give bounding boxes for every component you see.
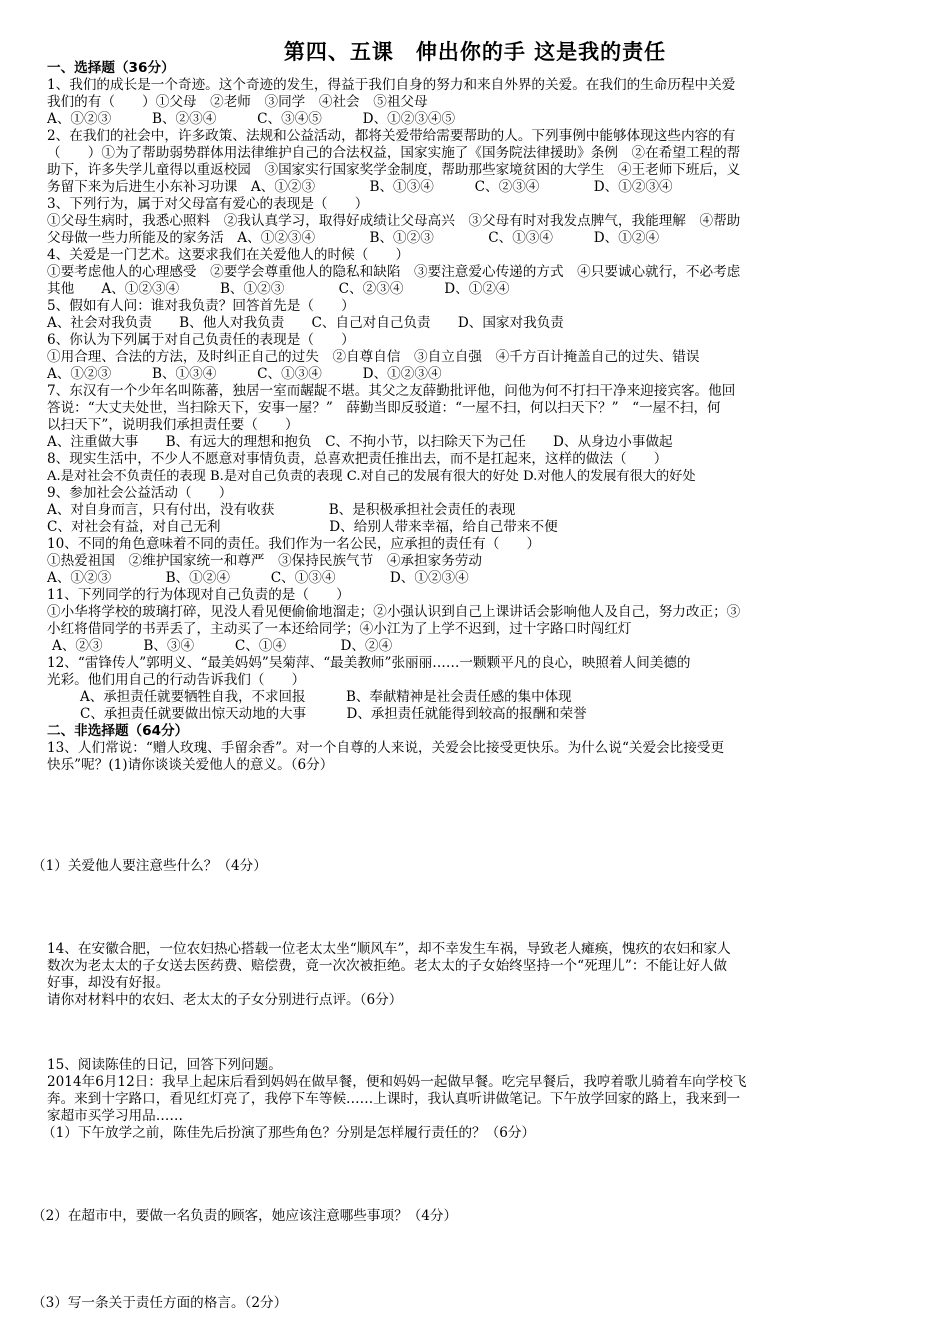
q13-subquestion: （1）关爱他人要注意些什么？（4分） (32, 858, 267, 874)
q11-line-2: ①小华将学校的玻璃打碎，见没人看见便偷偷地溜走；②小强认识到自己上课讲话会影响他人及自己，努力改正；③ (47, 604, 741, 620)
q15-diary-line-2: 奔。来到十字路口，看见红灯亮了，我停下车等候……上课时，我认真听讲做笔记。下午放学回家的路上，我来到一 (47, 1091, 741, 1107)
q4-line-1: 4、关爱是一门艺术。这要求我们在关爱他人的时候（ ） (47, 247, 410, 263)
q8-options: A.是对社会不负责任的表现 B.是对自己负责的表现 C.对自己的发展有很大的好处 D.对他人的发展有很大的好处 (47, 469, 696, 484)
q13-line-2: 快乐”呢？(1)请你谈谈关爱他人的意义。（6分） (47, 757, 334, 773)
q15-diary-line-1: 2014年6月12日：我早上起床后看到妈妈在做早餐，便和妈妈一起做早餐。吃完早餐后，我哼着歌儿骑着车向学校飞 (47, 1074, 747, 1090)
q12-line-2: 光彩。他们用自己的行动告诉我们（ ） (47, 672, 306, 688)
q9-line-1: 9、参加社会公益活动（ ） (47, 485, 233, 501)
q14-line-4: 请你对材料中的农妇、老太太的子女分别进行点评。（6分） (47, 992, 403, 1008)
q2-line-1: 2、在我们的社会中，许多政策、法规和公益活动，都将关爱带给需要帮助的人。下列事例中能够体现这些内容的有 (47, 128, 736, 144)
q7-line-3: 以扫天下”，说明我们承担责任要（ ） (47, 417, 299, 433)
q2-line-4: 务留下来为后进生小东补习功课 A、①②③ B、①③④ C、②③④ D、①②③④ (47, 179, 673, 195)
q14-line-1: 14、在安徽合肥，一位农妇热心搭载一位老太太坐“顺风车”，却不幸发生车祸，导致老人瘫痪，愧疚的农妇和家人 (47, 941, 731, 957)
q7-line-1: 7、东汉有一个少年名叫陈蕃，独居一室而龌龊不堪。其父之友薛勤批评他，问他为何不打扫干净来迎接宾客。他回 (47, 383, 736, 399)
q3-line-3: 父母做一些力所能及的家务活 A、①②③④ B、①②③ C、①③④ D、①②④ (47, 230, 660, 246)
q6-line-1: 6、你认为下列属于对自己负责任的表现是（ ） (47, 332, 355, 348)
section-heading-nonchoice: 二、非选择题（64分） (47, 723, 189, 739)
q9-options-cd: C、对社会有益，对自己无利 D、给别人带来幸福，给自己带来不便 (47, 519, 558, 535)
q4-line-3: 其他 A、①②③④ B、①②③ C、②③④ D、①②④ (47, 281, 510, 297)
q15-diary-line-3: 家超市买学习用品…… (47, 1108, 183, 1124)
q12-options-cd: C、承担责任就要做出惊天动地的大事 D、承担责任就能得到较高的报酬和荣誉 (80, 706, 587, 722)
page-title: 第四、五课 伸出你的手 这是我的责任 (283, 40, 667, 64)
q15-line-1: 15、阅读陈佳的日记，回答下列问题。 (47, 1057, 282, 1073)
q14-line-3: 好事，却没有好报。 (47, 975, 170, 991)
q1-line-2: 我们的有（ ）①父母 ②老师 ③同学 ④社会 ⑤祖父母 (47, 94, 428, 110)
q4-line-2: ①要考虑他人的心理感受 ②要学会尊重他人的隐私和缺陷 ③要注意爱心传递的方式 ④只要诚心就行，不必考虑 (47, 264, 741, 280)
q15-subquestion-2: （2）在超市中，要做一名负责的顾客，她应该注意哪些事项？（4分） (32, 1208, 458, 1224)
q10-line-1: 10、不同的角色意味着不同的责任。我们作为一名公民，应承担的责任有（ ） (47, 536, 541, 552)
section-heading-choice: 一、选择题（36分） (47, 60, 175, 76)
q5-line-1: 5、假如有人问：谁对我负责？回答首先是（ ） (47, 298, 355, 314)
q14-line-2: 数次为老太太的子女送去医药费、赔偿费，竟一次次被拒绝。老太太的子女始终坚持一个“死理儿”：不能让好人做 (47, 958, 727, 974)
q1-options: A、①②③ B、②③④ C、③④⑤ D、①②③④⑤ (47, 111, 456, 127)
q10-options: A、①②③ B、①②④ C、①③④ D、①②③④ (47, 570, 469, 586)
q3-line-2: ①父母生病时，我悉心照料 ②我认真学习，取得好成绩让父母高兴 ③父母有时对我发点脾气，我能理解 ④帮助 (47, 213, 741, 229)
q6-line-2: ①用合理、合法的方法，及时纠正自己的过失 ②自尊自信 ③自立自强 ④千方百计掩盖自己的过失、错误 (47, 349, 700, 365)
q2-line-3: 助下，许多失学儿童得以重返校园 ③国家实行国家奖学金制度，帮助那些家境贫困的大学生 ④王老师下班后，义 (47, 162, 741, 178)
q12-line-1: 12、“雷锋传人”郭明义、“最美妈妈”吴菊萍、“最美教师”张丽丽……一颗颗平凡的良心，映照着人间美德的 (47, 655, 691, 671)
q8-line-1: 8、现实生活中，不少人不愿意对事情负责，总喜欢把责任推出去，而不是扛起来，这样的做法（ ） (47, 451, 668, 467)
q15-subquestion-1: （1）下午放学之前，陈佳先后扮演了那些角色？分别是怎样履行责任的？（6分） (42, 1125, 536, 1141)
q12-options-ab: A、承担责任就要牺牲自我，不求回报 B、奉献精神是社会责任感的集中体现 (80, 689, 572, 705)
q11-line-1: 11、下列同学的行为体现对自己负责的是（ ） (47, 587, 350, 603)
q2-line-2: （ ）①为了帮助弱势群体用法律维护自己的合法权益，国家实施了《国务院法律援助》条例 ②在希望工程的帮 (47, 145, 741, 161)
q5-options: A、社会对我负责 B、他人对我负责 C、自己对自己负责 D、国家对我负责 (47, 315, 564, 331)
q11-line-3: 小红将借同学的书弄丢了，主动买了一本还给同学；④小江为了上学不迟到，过十字路口时闯红灯 (47, 621, 632, 637)
q3-line-1: 3、下列行为，属于对父母富有爱心的表现是（ ） (47, 196, 369, 212)
q10-line-2: ①热爱祖国 ②维护国家统一和尊严 ③保持民族气节 ④承担家务劳动 (47, 553, 482, 569)
q11-options: A、②③ B、③④ C、①④ D、②④ (52, 638, 393, 654)
q1-line-1: 1、我们的成长是一个奇迹。这个奇迹的发生，得益于我们自身的努力和来自外界的关爱。在我们的生命历程中关爱 (47, 77, 736, 93)
q13-line-1: 13、人们常说：“赠人玫瑰、手留余香”。对一个自尊的人来说，关爱会比接受更快乐。为什么说“关爱会比接受更 (47, 740, 725, 756)
q9-options-ab: A、对自身而言，只有付出，没有收获 B、是积极承担社会责任的表现 (47, 502, 516, 518)
q6-options: A、①②③ B、①③④ C、①③④ D、①②③④ (47, 366, 442, 382)
q7-line-2: 答说：“大丈夫处世，当扫除天下，安事一屋？” 薛勤当即反驳道：“一屋不扫，何以扫天下？” “一屋不扫，何 (47, 400, 721, 416)
q7-options: A、注重做大事 B、有远大的理想和抱负 C、不拘小节，以扫除天下为己任 D、从身边小事做起 (47, 434, 673, 450)
q15-subquestion-3: （3）写一条关于责任方面的格言。（2分） (32, 1295, 288, 1311)
